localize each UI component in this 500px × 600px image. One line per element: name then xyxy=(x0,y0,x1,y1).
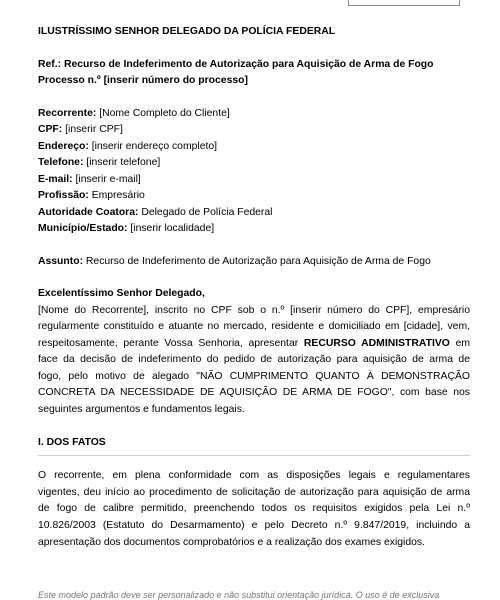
reference-line xyxy=(38,57,470,74)
party-label: Município/Estado: xyxy=(38,223,128,234)
subject-line xyxy=(38,254,470,271)
paragraph-line xyxy=(38,336,470,353)
intro-paragraph xyxy=(38,303,470,419)
recurso-emphasis: RECURSO ADMINISTRATIVO xyxy=(303,337,450,349)
paragraph-line: 10.826/2003 (Estatuto do Desarmamento) e pelo Decreto n.º 9.847/2019, incluindo a xyxy=(38,519,470,531)
process-number: Processo n.º [inserir número do processo] xyxy=(38,75,248,86)
parties-list xyxy=(38,106,470,238)
party-label: Recorrente: xyxy=(38,107,97,119)
party-value: Delegado de Polícia Federal xyxy=(141,206,273,218)
party-value: [inserir e-mail] xyxy=(75,173,141,185)
party-label: Endereço: xyxy=(38,140,89,152)
party-row xyxy=(38,139,470,156)
paragraph-line: regularmente constituído e atuante no mercado, residente e domiciliado em [cidade], vem, xyxy=(38,321,470,333)
party-row xyxy=(38,122,470,139)
paragraph-line: fogo, pelo motivo de alegado "NÃO CUMPRIMENTO QUANTO À DEMONSTRAÇÃO xyxy=(38,370,470,382)
paragraph-line: O recorrente, em plena conformidade com as disposições legais e regulamentares xyxy=(38,470,470,482)
ref-text: Recurso de Indeferimento de Autorização para Aquisição de Arma de Fogo xyxy=(63,58,434,70)
facts-paragraph xyxy=(38,468,470,551)
paragraph-line: [Nome do Recorrente], inscrito no CPF sob o n.º [inserir número do CPF], empresário xyxy=(38,304,470,316)
party-label: CPF: xyxy=(38,124,63,135)
party-row xyxy=(38,155,470,172)
party-row xyxy=(38,221,470,238)
disclaimer-footer: Este modelo padrão deve ser personalizado e não substitui orientação jurídica. O uso é de exclusiva xyxy=(38,590,440,600)
salutation: Excelentíssimo Senhor Delegado, xyxy=(38,288,205,299)
paragraph-line: face da decisão de indeferimento do pedido de autorização para aquisição de arma de xyxy=(38,354,470,366)
party-label: Profissão: xyxy=(38,190,89,201)
paragraph-line: apresentação dos documentos comprobatórios e a realização dos exames exigidos. xyxy=(38,536,425,548)
document-header: ILUSTRÍSSIMO SENHOR DELEGADO DA POLÍCIA FEDERAL xyxy=(38,26,336,37)
subject-value: Recurso de Indeferimento de Autorização para Aquisição de Arma de Fogo xyxy=(85,255,431,267)
party-row xyxy=(38,106,470,123)
party-value: [inserir endereço completo] xyxy=(91,140,218,152)
party-row xyxy=(38,188,470,205)
paragraph-line: seguintes argumentos e fundamentos legais. xyxy=(38,404,245,416)
line-text: em xyxy=(455,337,470,349)
header-box xyxy=(348,0,460,6)
section-title: I. DOS FATOS xyxy=(38,436,106,448)
party-value: [inserir CPF] xyxy=(65,124,123,135)
line-text: respeitosamente, perante Vossa Senhoria, apresentar xyxy=(38,337,299,349)
subject-label: Assunto: xyxy=(38,255,84,267)
party-value: [Nome Completo do Cliente] xyxy=(99,107,230,119)
party-label: E-mail: xyxy=(38,173,73,185)
party-label: Autoridade Coatora: xyxy=(38,206,139,218)
ref-label: Ref.: xyxy=(38,58,62,70)
party-value: [inserir telefone] xyxy=(86,157,161,168)
party-value: Empresário xyxy=(91,190,145,201)
party-row xyxy=(38,205,470,222)
party-value: [inserir localidade] xyxy=(130,223,215,234)
paragraph-line: vigentes, deu início ao procedimento de solicitação de autorização para aquisição de arma xyxy=(38,486,470,498)
paragraph-line: CONCRETA DA NECESSIDADE DE AQUISIÇÃO DE ARMA DE FOGO", com base nos xyxy=(38,387,470,399)
document-body xyxy=(38,24,470,551)
party-row xyxy=(38,172,470,189)
party-label: Telefone: xyxy=(38,157,84,168)
paragraph-line: de fogo de calibre permitido, preenchendo todos os requisitos exigidos pela Lei n.º xyxy=(38,503,470,515)
